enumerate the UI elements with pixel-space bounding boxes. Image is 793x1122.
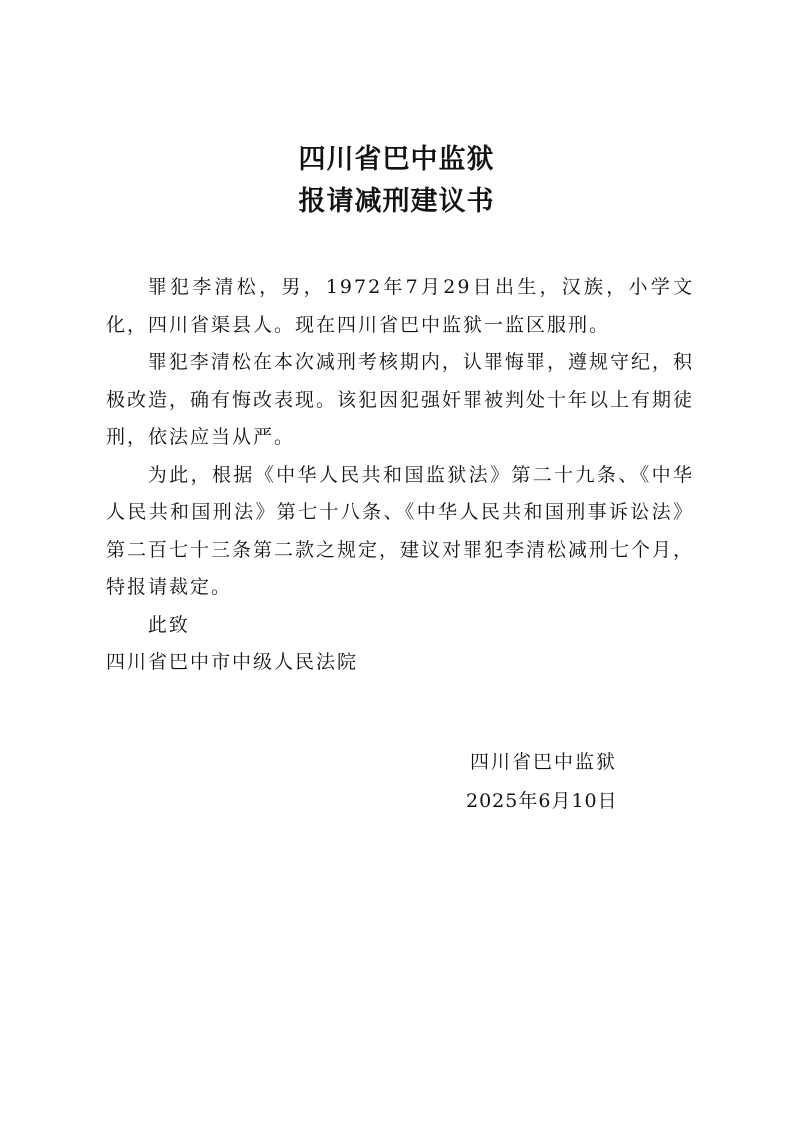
document-title-line1: 四川省巴中监狱 (298, 144, 495, 175)
salutation: 此致 (147, 613, 190, 636)
paragraph-criminal-info: 罪犯李清松，男，1972年7月29日出生，汉族，小学文化，四川省渠县人。现在四川省巴中监狱一监区服刑。 (106, 276, 694, 336)
document-body (106, 269, 694, 682)
recipient-court: 四川省巴中市中级人民法院 (106, 651, 359, 673)
paragraph-legal-basis: 为此，根据《中华人民共和国监狱法》第二十九条、《中华人民共和国刑法》第七十八条、《中华人民共和国刑事诉讼法》第二百七十三条第二款之规定，建议对罪犯李清松减刑七个月，特报请裁定。 (106, 463, 695, 598)
signature-date: 2025年6月10日 (466, 790, 618, 812)
document-title-line2: 报请减刑建议书 (298, 186, 495, 217)
paragraph-performance: 罪犯李清松在本次减刑考核期内，认罪悔罪，遵规守纪，积极改造，确有悔改表现。该犯因犯强奸罪被判处十年以上有期徒刑，依法应当从严。 (106, 351, 695, 448)
signature-organization: 四川省巴中监狱 (470, 751, 618, 773)
